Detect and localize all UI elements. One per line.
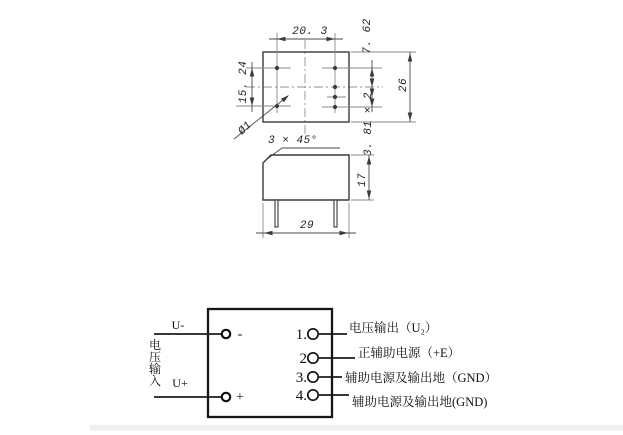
minus-sign: - (237, 327, 243, 342)
footer-strip (90, 425, 623, 431)
voltage-input-caption (149, 337, 161, 388)
dim-text-3-81x2: 3. 81 × 2 (363, 92, 375, 156)
pin-4-circle (308, 390, 318, 400)
input-char-4: 入 (148, 374, 162, 388)
dim-text-15-24: 15. 24 (238, 60, 250, 104)
input-char-2: 压 (148, 350, 162, 364)
dim-body-height (351, 155, 374, 200)
negative-input-terminal (154, 318, 243, 342)
dim-text-17: 17 (357, 172, 369, 188)
pin-row-3 (296, 370, 497, 386)
pin-4-label: 辅助电源及输出地(GND) (352, 395, 488, 409)
dim-left-pin-pitch (238, 61, 254, 112)
pin-2-circle (308, 353, 318, 363)
pin-1-number: 1. (295, 327, 307, 343)
pin-2-number: 2 (299, 351, 307, 367)
pin-row-1 (296, 320, 438, 343)
pin-row-2 (300, 345, 461, 367)
wiring-schematic (149, 309, 497, 417)
dim-text-7-62: 7. 62 (362, 18, 374, 54)
pin-3-label: 辅助电源及输出地（GND） (345, 371, 498, 385)
input-char-3: 输 (148, 362, 162, 376)
dim-text-chamfer: 3 × 45° (268, 135, 318, 147)
side-view-outline (263, 155, 349, 200)
pin-row-4 (296, 388, 488, 409)
u-minus-terminal-circle (222, 330, 230, 338)
u-plus-label: U+ (172, 376, 188, 390)
u-minus-label: U- (171, 318, 185, 332)
plus-sign: + (236, 390, 244, 405)
pin-dots (275, 66, 337, 109)
pin-2-label: 正辅助电源（+E） (358, 346, 461, 360)
dim-overall-height (398, 52, 412, 122)
dim-text-20-3: 20. 3 (292, 26, 328, 38)
positive-input-terminal (154, 376, 244, 405)
u-plus-terminal-circle (222, 393, 230, 401)
pin-3-number: 3. (295, 370, 307, 386)
pin-1-circle (308, 329, 318, 339)
dim-text-29: 29 (299, 220, 315, 232)
dim-body-width (256, 203, 356, 238)
side-view (256, 135, 374, 238)
top-view (234, 18, 416, 156)
dim-text-26: 26 (398, 77, 410, 93)
pin-1-label: 电压输出（U₂） (349, 321, 438, 335)
pin-3-circle (308, 372, 318, 382)
input-char-1: 电 (148, 338, 162, 352)
dim-text-hole-dia: Ø1 (236, 119, 255, 138)
dim-width-between-pins (269, 26, 343, 41)
pin-4-number: 4. (295, 388, 307, 404)
